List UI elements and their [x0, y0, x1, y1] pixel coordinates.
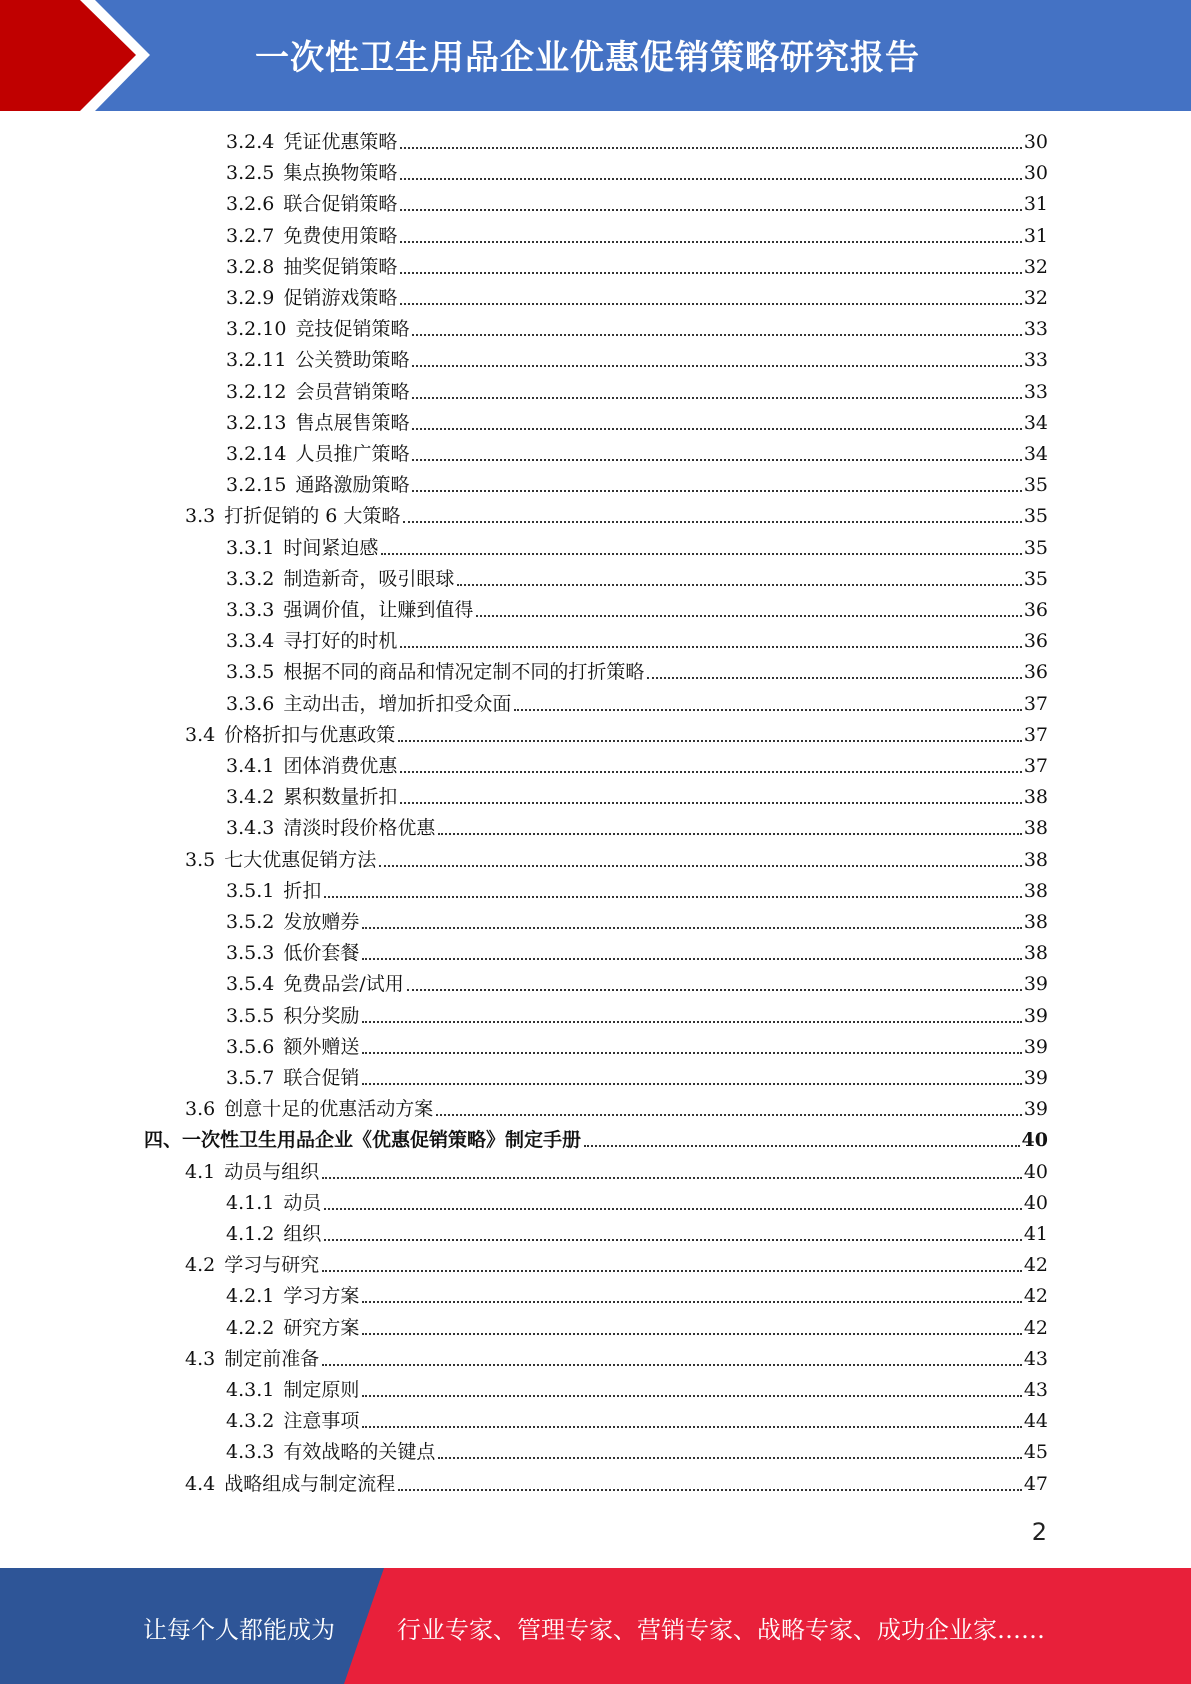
- page-header: [0, 0, 1191, 111]
- toc-entry-number: 3.3.6: [226, 692, 275, 715]
- toc-entry-page: 38: [1023, 911, 1048, 933]
- toc-entry-title: 发放赠券: [283, 911, 360, 933]
- toc-entry-title: 主动出击，增加折扣受众面: [283, 692, 512, 715]
- toc-entry-page: 37: [1023, 692, 1048, 715]
- toc-leader-dots: [322, 1270, 1022, 1272]
- toc-entry-title: 联合促销: [283, 1067, 360, 1089]
- toc-leader-dots: [438, 1457, 1021, 1459]
- toc-entry-page: 39: [1023, 1067, 1048, 1089]
- toc-leader-dots: [400, 272, 1021, 274]
- toc-entry[interactable]: [226, 596, 1048, 624]
- toc-leader-dots: [403, 521, 1021, 523]
- toc-entry[interactable]: [226, 315, 1048, 343]
- toc-entry-title: 注意事项: [283, 1410, 360, 1433]
- report-title: 一次性卫生用品企业优惠促销策略研究报告: [255, 38, 920, 78]
- toc-entry[interactable]: [226, 1407, 1048, 1435]
- toc-entry-page: 33: [1023, 349, 1048, 372]
- toc-entry-number: 3.5.3: [226, 942, 275, 965]
- toc-entry[interactable]: [185, 721, 1048, 749]
- toc-entry-page: 38: [1023, 848, 1048, 871]
- page-footer: [0, 1568, 1191, 1684]
- toc-leader-dots: [324, 1208, 1021, 1210]
- toc-entry[interactable]: [226, 658, 1048, 686]
- toc-entry[interactable]: [185, 1345, 1048, 1373]
- toc-entry-number: 4.1.1: [226, 1191, 275, 1214]
- toc-entry-page: 35: [1023, 536, 1048, 559]
- toc-leader-dots: [398, 1489, 1022, 1491]
- toc-entry-number: 3.2.13: [226, 411, 287, 434]
- toc-entry-title: 强调价值，让赚到值得: [283, 599, 474, 621]
- toc-entry-title: 打折促销的 6 大策略: [224, 505, 401, 528]
- toc-entry-title: 集点换物策略: [283, 162, 398, 185]
- toc-entry-number: 3.5.4: [226, 973, 275, 996]
- toc-entry[interactable]: [226, 1220, 1048, 1248]
- toc-entry-number: 3.5: [185, 848, 216, 871]
- toc-entry-number: 3.4.2: [226, 786, 275, 809]
- toc-entry[interactable]: [226, 1438, 1048, 1466]
- toc-entry[interactable]: [226, 627, 1048, 655]
- toc-entry-page: 36: [1023, 599, 1048, 621]
- toc-entry-title: 清淡时段价格优惠: [283, 817, 436, 840]
- toc-leader-dots: [400, 178, 1021, 180]
- toc-entry-title: 组织: [283, 1223, 322, 1245]
- toc-entry[interactable]: [185, 1158, 1048, 1186]
- toc-entry-title: 制定原则: [283, 1379, 360, 1401]
- toc-entry-page: 38: [1023, 879, 1048, 902]
- toc-entry-title: 免费使用策略: [283, 224, 398, 247]
- toc-leader-dots: [400, 646, 1021, 648]
- toc-entry-page: 30: [1023, 162, 1048, 185]
- toc-entry[interactable]: [226, 440, 1048, 468]
- toc-entry-title: 免费品尝/试用: [283, 973, 404, 996]
- toc-leader-dots: [514, 709, 1021, 711]
- toc-entry-title: 累积数量折扣: [283, 786, 398, 809]
- toc-leader-dots: [400, 147, 1021, 149]
- toc-entry-page: 39: [1023, 1098, 1048, 1121]
- toc-entry-page: 40: [1023, 1160, 1048, 1183]
- toc-entry-title: 制造新奇，吸引眼球: [283, 567, 455, 590]
- toc-entry[interactable]: [185, 1251, 1048, 1279]
- toc-entry-page: 30: [1023, 131, 1048, 153]
- toc-entry[interactable]: [226, 409, 1048, 437]
- toc-entry[interactable]: [226, 1002, 1048, 1030]
- toc-entry[interactable]: [226, 1033, 1048, 1061]
- toc-entry-number: 3.5.2: [226, 911, 275, 933]
- toc-entry-page: 37: [1023, 723, 1048, 746]
- toc-entry-title: 根据不同的商品和情况定制不同的打折策略: [283, 661, 645, 684]
- toc-leader-dots: [400, 303, 1021, 305]
- toc-leader-dots: [412, 490, 1021, 492]
- toc-entry[interactable]: [226, 908, 1048, 936]
- toc-entry-number: 3.6: [185, 1098, 216, 1121]
- toc-entry-title: 会员营销策略: [295, 380, 410, 403]
- toc-entry-page: 43: [1023, 1379, 1048, 1401]
- toc-entry-page: 37: [1023, 755, 1048, 777]
- toc-entry-title: 积分奖励: [283, 1004, 360, 1027]
- toc-leader-dots: [412, 334, 1021, 336]
- toc-leader-dots: [362, 1301, 1021, 1303]
- toc-entry-title: 人员推广策略: [295, 443, 410, 465]
- toc-entry-number: 3.2.12: [226, 380, 287, 403]
- toc-entry-number: 3.4: [185, 723, 216, 746]
- toc-entry-page: 38: [1023, 786, 1048, 809]
- toc-entry[interactable]: [226, 128, 1048, 156]
- toc-leader-dots: [379, 865, 1022, 867]
- toc-entry-page: 47: [1023, 1472, 1048, 1495]
- toc-entry-title: 学习方案: [283, 1285, 360, 1308]
- toc-entry[interactable]: [144, 1126, 1048, 1154]
- toc-entry-number: 4.3.1: [226, 1379, 275, 1401]
- toc-entry-number: 3.5.1: [226, 879, 275, 902]
- toc-entry-title: 创意十足的优惠活动方案: [224, 1098, 434, 1121]
- toc-entry-title: 团体消费优惠: [283, 755, 398, 777]
- toc-leader-dots: [412, 459, 1021, 461]
- toc-entry[interactable]: [226, 1282, 1048, 1310]
- toc-entry-page: 38: [1023, 817, 1048, 840]
- toc-entry-number: 4.3.3: [226, 1441, 275, 1464]
- toc-entry-title: 价格折扣与优惠政策: [224, 723, 396, 746]
- toc-entry[interactable]: [226, 378, 1048, 406]
- toc-entry-number: 3.3.2: [226, 567, 275, 590]
- toc-entry-number: 3.2.9: [226, 287, 275, 309]
- toc-entry[interactable]: [226, 346, 1048, 374]
- toc-entry-page: 42: [1023, 1254, 1048, 1277]
- toc-entry[interactable]: [226, 190, 1048, 218]
- toc-leader-dots: [322, 1177, 1022, 1179]
- toc-leader-dots: [398, 740, 1022, 742]
- toc-entry-title: 制定前准备: [224, 1347, 320, 1370]
- toc-entry-page: 33: [1023, 318, 1048, 341]
- toc-entry-page: 36: [1023, 630, 1048, 653]
- toc-leader-dots: [400, 241, 1021, 243]
- toc-leader-dots: [400, 771, 1021, 773]
- toc-entry-page: 38: [1023, 942, 1048, 965]
- toc-entry-title: 折扣: [283, 879, 322, 902]
- toc-entry-title: 学习与研究: [224, 1254, 320, 1277]
- toc-leader-dots: [412, 365, 1021, 367]
- toc-entry-number: 3.3.5: [226, 661, 275, 684]
- toc-leader-dots: [476, 615, 1021, 617]
- toc-entry-number: 3.4.3: [226, 817, 275, 840]
- toc-leader-dots: [362, 1395, 1021, 1397]
- toc-entry-title: 凭证优惠策略: [283, 131, 398, 153]
- toc-entry-page: 39: [1023, 1004, 1048, 1027]
- toc-entry-page: 44: [1023, 1410, 1048, 1433]
- toc-entry[interactable]: [226, 565, 1048, 593]
- toc-entry-page: 42: [1023, 1316, 1048, 1339]
- toc-entry-title: 竞技促销策略: [295, 318, 410, 341]
- toc-entry-page: 31: [1023, 193, 1048, 216]
- toc-entry-title: 售点展售策略: [295, 411, 410, 434]
- toc-leader-dots: [400, 802, 1021, 804]
- toc-entry[interactable]: [226, 783, 1048, 811]
- toc-entry-number: 3.2.7: [226, 224, 275, 247]
- toc-entry-number: 3.2.5: [226, 162, 275, 185]
- toc-entry[interactable]: [226, 471, 1048, 499]
- toc-entry[interactable]: [226, 877, 1048, 905]
- toc-entry-page: 40: [1021, 1129, 1048, 1152]
- toc-entry-number: 3.2.11: [226, 349, 287, 372]
- toc-entry-number: 3.2.8: [226, 255, 275, 278]
- toc-leader-dots: [584, 1145, 1020, 1147]
- toc-entry-page: 42: [1023, 1285, 1048, 1308]
- toc-entry-number: 3.4.1: [226, 755, 275, 777]
- toc-entry-title: 有效战略的关键点: [283, 1441, 436, 1464]
- toc-entry-page: 45: [1023, 1441, 1048, 1464]
- toc-entry-number: 3.5.6: [226, 1035, 275, 1058]
- toc-entry-title: 动员与组织: [224, 1160, 320, 1183]
- toc-entry-title: 公关赞助策略: [295, 349, 410, 372]
- toc-leader-dots: [362, 927, 1021, 929]
- toc-entry-title: 额外赠送: [283, 1035, 360, 1058]
- toc-entry-number: 3.2.15: [226, 474, 287, 497]
- page-number: 2: [1031, 1518, 1047, 1546]
- toc-entry-number: 3.2.4: [226, 131, 275, 153]
- toc-entry-title: 低价套餐: [283, 942, 360, 965]
- toc-entry-number: 4.2: [185, 1254, 216, 1277]
- toc-entry-page: 34: [1023, 443, 1048, 465]
- toc-entry[interactable]: [226, 534, 1048, 562]
- toc-entry-page: 39: [1023, 973, 1048, 996]
- toc-entry-number: 4.1: [185, 1160, 216, 1183]
- toc-entry-page: 35: [1023, 567, 1048, 590]
- toc-entry-number: 3.3.1: [226, 536, 275, 559]
- footer-slogan-right: 行业专家、管理专家、营销专家、战略专家、成功企业家……: [397, 1616, 1045, 1644]
- toc-entry-number: 4.3: [185, 1347, 216, 1370]
- toc-leader-dots: [362, 1083, 1021, 1085]
- toc-entry-number: 3.2.6: [226, 193, 275, 216]
- toc-leader-dots: [400, 209, 1021, 211]
- toc-entry-title: 促销游戏策略: [283, 287, 398, 309]
- toc-leader-dots: [457, 584, 1021, 586]
- toc-entry-number: 3.3.3: [226, 599, 275, 621]
- toc-entry-number: 4.4: [185, 1472, 216, 1495]
- toc-entry-title: 动员: [283, 1191, 322, 1214]
- toc-entry[interactable]: [226, 222, 1048, 250]
- toc-entry[interactable]: [226, 1314, 1048, 1342]
- toc-leader-dots: [362, 1021, 1021, 1023]
- toc-entry-page: 34: [1023, 411, 1048, 434]
- toc-leader-dots: [362, 1052, 1021, 1054]
- toc-entry[interactable]: [226, 1189, 1048, 1217]
- toc-leader-dots: [412, 397, 1021, 399]
- toc-entry-title: 抽奖促销策略: [283, 255, 398, 278]
- toc-leader-dots: [647, 677, 1021, 679]
- toc-leader-dots: [407, 989, 1022, 991]
- toc-entry-title: 联合促销策略: [283, 193, 398, 216]
- toc-entry-number: 4.3.2: [226, 1410, 275, 1433]
- toc-entry[interactable]: [226, 1064, 1048, 1092]
- toc-entry-title: 时间紧迫感: [283, 536, 379, 559]
- toc-entry[interactable]: [226, 253, 1048, 281]
- toc-leader-dots: [322, 1364, 1022, 1366]
- toc-entry-page: 35: [1023, 474, 1048, 497]
- toc-leader-dots: [412, 428, 1021, 430]
- toc-leader-dots: [362, 958, 1021, 960]
- toc-leader-dots: [324, 896, 1021, 898]
- toc-entry-page: 43: [1023, 1347, 1048, 1370]
- toc-entry[interactable]: [226, 284, 1048, 312]
- toc-entry[interactable]: [226, 690, 1048, 718]
- toc-entry-page: 31: [1023, 224, 1048, 247]
- toc-entry[interactable]: [185, 1095, 1048, 1123]
- toc-entry-number: 3.3: [185, 505, 216, 528]
- toc-entry-title: 寻打好的时机: [283, 630, 398, 653]
- toc-entry[interactable]: [226, 939, 1048, 967]
- toc-entry[interactable]: [226, 159, 1048, 187]
- toc-entry[interactable]: [226, 814, 1048, 842]
- toc-entry-page: 40: [1023, 1191, 1048, 1214]
- toc-entry[interactable]: [226, 970, 1048, 998]
- toc-entry[interactable]: [185, 846, 1048, 874]
- toc-entry-number: 4.2.2: [226, 1316, 275, 1339]
- toc-entry[interactable]: [185, 502, 1048, 530]
- toc-entry-title: 一次性卫生用品企业《优惠促销策略》制定手册: [182, 1129, 582, 1152]
- toc-entry-page: 32: [1023, 287, 1048, 309]
- toc-entry-number: 3.5.7: [226, 1067, 275, 1089]
- toc-leader-dots: [381, 553, 1021, 555]
- toc-entry-page: 32: [1023, 255, 1048, 278]
- toc-entry-title: 研究方案: [283, 1316, 360, 1339]
- toc-entry[interactable]: [226, 1376, 1048, 1404]
- footer-slogan-left: 让每个人都能成为: [143, 1616, 335, 1644]
- toc-entry-title: 七大优惠促销方法: [224, 848, 377, 871]
- toc-leader-dots: [438, 833, 1021, 835]
- toc-entry[interactable]: [185, 1470, 1048, 1498]
- toc-entry-number: 4.2.1: [226, 1285, 275, 1308]
- toc-entry-number: 4.1.2: [226, 1223, 275, 1245]
- toc-entry-number: 3.5.5: [226, 1004, 275, 1027]
- toc-entry-title: 通路激励策略: [295, 474, 410, 497]
- toc-entry-number: 四、: [144, 1129, 183, 1152]
- toc-leader-dots: [436, 1114, 1022, 1116]
- toc-entry-page: 35: [1023, 505, 1048, 528]
- toc-leader-dots: [324, 1239, 1021, 1241]
- toc-entry-page: 41: [1023, 1223, 1048, 1245]
- toc-leader-dots: [362, 1333, 1021, 1335]
- toc-entry-number: 3.2.10: [226, 318, 287, 341]
- toc-entry-page: 39: [1023, 1035, 1048, 1058]
- toc-entry[interactable]: [226, 752, 1048, 780]
- toc-entry-page: 33: [1023, 380, 1048, 403]
- toc-entry-number: 3.2.14: [226, 443, 287, 465]
- toc-leader-dots: [362, 1426, 1021, 1428]
- toc-entry-page: 36: [1023, 661, 1048, 684]
- toc-entry-title: 战略组成与制定流程: [224, 1472, 396, 1495]
- toc-entry-number: 3.3.4: [226, 630, 275, 653]
